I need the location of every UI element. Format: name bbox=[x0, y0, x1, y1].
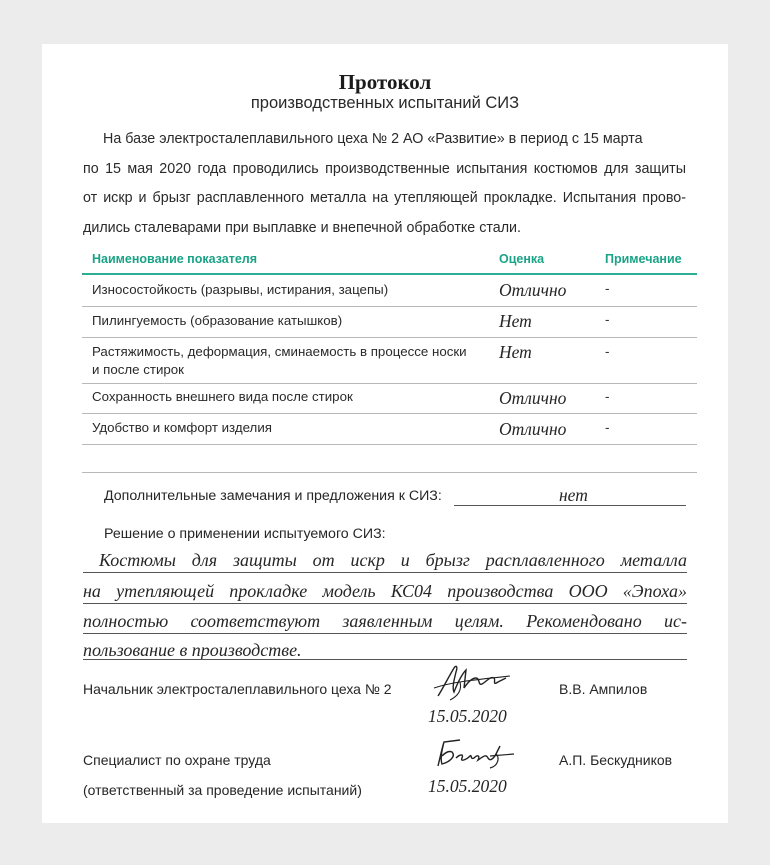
note-cell: - bbox=[605, 420, 610, 435]
column-header-indicator: Наименование показателя bbox=[92, 252, 258, 266]
signatory-role-line2: (ответственный за проведение испытаний) bbox=[83, 782, 362, 798]
signature-date: 15.05.2020 bbox=[428, 776, 507, 796]
decision-label: Решение о применении испытуемого СИЗ: bbox=[104, 526, 386, 542]
rating-cell: Нет bbox=[499, 311, 532, 331]
rating-cell: Отлично bbox=[499, 419, 567, 439]
column-header-note: Примечание bbox=[605, 252, 682, 266]
note-cell: - bbox=[605, 312, 610, 327]
intro-line: дились сталеварами при выплавке и внепечной обработке стали. bbox=[83, 220, 521, 237]
intro-line: по 15 мая 2020 года проводились производственные испытания костюмов для защиты bbox=[83, 160, 686, 177]
decision-underline bbox=[83, 633, 687, 634]
decision-line: пользование в производстве. bbox=[83, 640, 302, 660]
remarks-value: нет bbox=[559, 485, 588, 505]
signatory-role: Специалист по охране труда bbox=[83, 752, 271, 768]
signature-date: 15.05.2020 bbox=[428, 706, 507, 726]
note-cell: - bbox=[605, 281, 610, 296]
remarks-label: Дополнительные замечания и предложения к СИЗ: bbox=[104, 488, 442, 504]
decision-underline bbox=[83, 659, 687, 660]
signatory-role: Начальник электросталеплавильного цеха № 2 bbox=[83, 681, 392, 697]
document-subtitle: производственных испытаний СИЗ bbox=[250, 94, 520, 112]
rating-cell: Отлично bbox=[499, 280, 567, 300]
indicator-cell: Растяжимость, деформация, сминаемость в процессе носки bbox=[92, 344, 467, 359]
signature-image bbox=[430, 736, 516, 772]
decision-underline bbox=[83, 603, 687, 604]
note-cell: - bbox=[605, 344, 610, 359]
row-divider bbox=[82, 306, 697, 307]
row-divider bbox=[82, 337, 697, 338]
decision-line: полностью соответствуют заявленным целям. Рекомендовано ис- bbox=[83, 611, 687, 631]
row-divider bbox=[82, 444, 697, 445]
indicator-cell: Пилингуемость (образование катышков) bbox=[92, 313, 343, 328]
intro-line: от искр и брызг расплавленного металла на утепляющей прокладке. Испытания прово- bbox=[83, 190, 686, 207]
intro-paragraph bbox=[83, 125, 686, 244]
indicator-cell: Износостойкость (разрывы, истирания, зацепы) bbox=[92, 282, 389, 297]
table-bottom-rule bbox=[82, 472, 697, 473]
decision-underline bbox=[83, 572, 687, 573]
signatory-name: А.П. Бескудников bbox=[559, 752, 673, 768]
rating-cell: Нет bbox=[499, 342, 532, 362]
decision-line: Костюмы для защиты от искр и брызг расплавленного металла bbox=[99, 550, 687, 570]
document-title: Протокол bbox=[338, 70, 432, 94]
indicator-cell-line2: и после стирок bbox=[92, 362, 184, 377]
row-divider bbox=[82, 413, 697, 414]
decision-line: на утепляющей прокладке модель КС04 производства ООО «Эпоха» bbox=[83, 581, 687, 601]
signatory-name: В.В. Ампилов bbox=[559, 681, 648, 697]
row-divider bbox=[82, 383, 697, 384]
rating-cell: Отлично bbox=[499, 388, 567, 408]
intro-line: На базе электросталеплавильного цеха № 2 АО «Развитие» в период с 15 марта bbox=[103, 131, 643, 147]
note-cell: - bbox=[605, 389, 610, 404]
signature-image bbox=[432, 660, 512, 704]
column-header-rating: Оценка bbox=[499, 252, 545, 266]
indicator-cell: Удобство и комфорт изделия bbox=[92, 420, 272, 435]
table-header-rule bbox=[82, 273, 697, 275]
indicator-cell: Сохранность внешнего вида после стирок bbox=[92, 389, 353, 404]
